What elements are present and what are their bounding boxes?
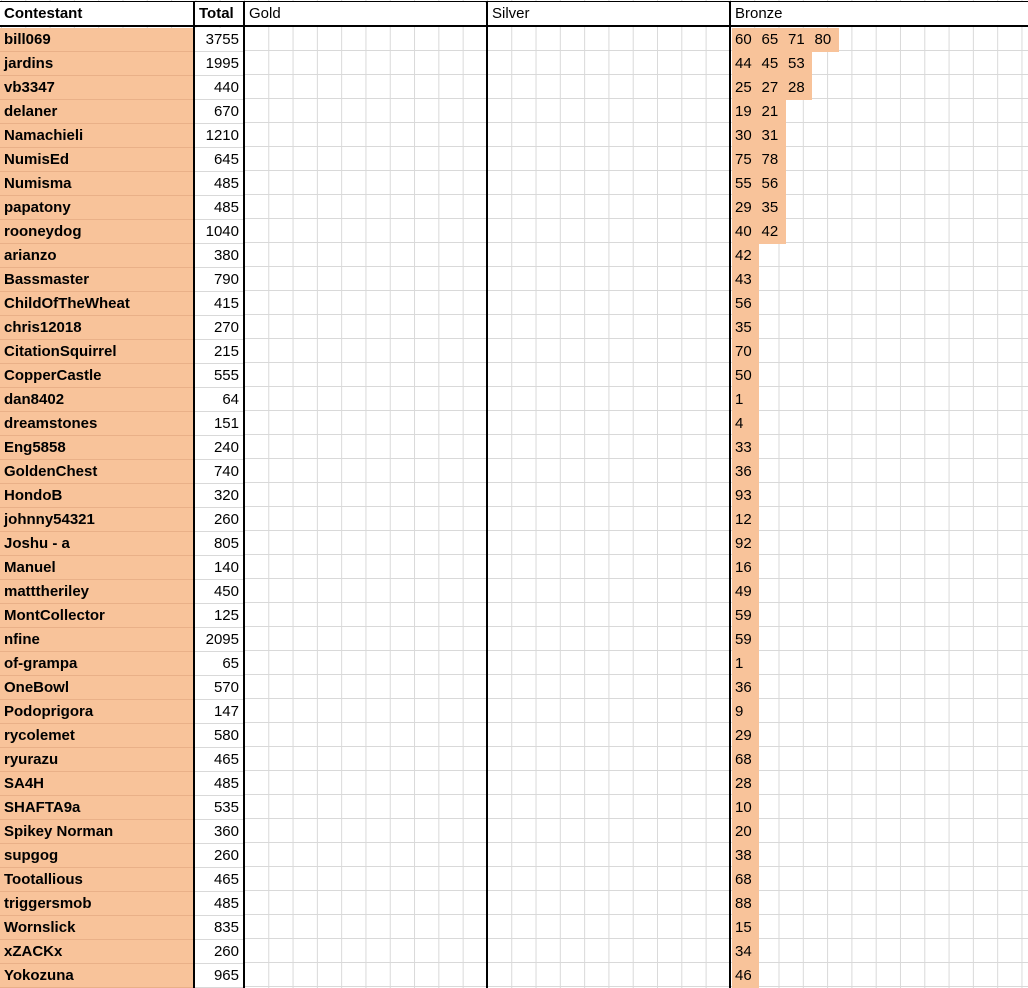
total-value[interactable]: 465 bbox=[195, 868, 243, 892]
total-value[interactable]: 535 bbox=[195, 796, 243, 820]
total-value[interactable]: 270 bbox=[195, 316, 243, 340]
contestant-name[interactable]: Joshu - a bbox=[0, 532, 195, 556]
total-value[interactable]: 570 bbox=[195, 676, 243, 700]
bronze-value[interactable]: 92 bbox=[732, 532, 759, 556]
bronze-value[interactable]: 59 bbox=[732, 628, 759, 652]
contestant-name[interactable]: rooneydog bbox=[0, 220, 195, 244]
bronze-value[interactable]: 10 bbox=[732, 796, 759, 820]
bronze-value[interactable]: 42 bbox=[732, 244, 759, 268]
contestant-name[interactable]: papatony bbox=[0, 196, 195, 220]
contestant-name[interactable]: MontCollector bbox=[0, 604, 195, 628]
contestant-name[interactable]: arianzo bbox=[0, 244, 195, 268]
bronze-value[interactable]: 36 bbox=[732, 676, 759, 700]
bronze-value[interactable]: 34 bbox=[732, 940, 759, 964]
total-value[interactable]: 260 bbox=[195, 940, 243, 964]
bronze-value[interactable]: 70 bbox=[732, 340, 759, 364]
bronze-value[interactable]: 46 bbox=[732, 964, 759, 988]
total-value[interactable]: 580 bbox=[195, 724, 243, 748]
contestant-name[interactable]: ChildOfTheWheat bbox=[0, 292, 195, 316]
total-value[interactable]: 555 bbox=[195, 364, 243, 388]
border-contestant-total bbox=[193, 2, 195, 988]
bronze-value[interactable]: 44 bbox=[732, 52, 759, 76]
border-silver-bronze bbox=[729, 2, 731, 988]
contestant-name[interactable]: triggersmob bbox=[0, 892, 195, 916]
bronze-value[interactable]: 1 bbox=[732, 652, 759, 676]
contestant-name[interactable]: Eng5858 bbox=[0, 436, 195, 460]
total-value[interactable]: 485 bbox=[195, 196, 243, 220]
total-value[interactable]: 415 bbox=[195, 292, 243, 316]
total-value[interactable]: 65 bbox=[195, 652, 243, 676]
bronze-value[interactable]: 20 bbox=[732, 820, 759, 844]
border-total-gold bbox=[243, 2, 245, 988]
bronze-value[interactable]: 55 bbox=[732, 172, 759, 196]
contestant-name[interactable]: Numisma bbox=[0, 172, 195, 196]
bronze-value[interactable]: 27 bbox=[759, 76, 786, 100]
total-value[interactable]: 215 bbox=[195, 340, 243, 364]
contestant-name[interactable]: HondoB bbox=[0, 484, 195, 508]
total-value[interactable]: 965 bbox=[195, 964, 243, 988]
total-value[interactable]: 645 bbox=[195, 148, 243, 172]
total-value[interactable]: 1210 bbox=[195, 124, 243, 148]
total-value[interactable]: 1995 bbox=[195, 52, 243, 76]
bronze-value[interactable]: 30 bbox=[732, 124, 759, 148]
bronze-value[interactable]: 45 bbox=[759, 52, 786, 76]
contestant-name[interactable]: dan8402 bbox=[0, 388, 195, 412]
bronze-value[interactable]: 29 bbox=[732, 196, 759, 220]
contestant-name[interactable]: xZACKx bbox=[0, 940, 195, 964]
bronze-value[interactable]: 53 bbox=[785, 52, 812, 76]
contestant-name[interactable]: Manuel bbox=[0, 556, 195, 580]
bronze-value[interactable]: 68 bbox=[732, 748, 759, 772]
total-value[interactable]: 151 bbox=[195, 412, 243, 436]
bronze-value[interactable]: 78 bbox=[759, 148, 786, 172]
total-value[interactable]: 240 bbox=[195, 436, 243, 460]
bronze-value[interactable]: 35 bbox=[732, 316, 759, 340]
header-silver[interactable]: Silver bbox=[488, 2, 728, 26]
contestant-name[interactable]: vb3347 bbox=[0, 76, 195, 100]
bronze-value[interactable]: 16 bbox=[732, 556, 759, 580]
contestant-name[interactable]: CitationSquirrel bbox=[0, 340, 195, 364]
bronze-value[interactable]: 60 bbox=[732, 28, 759, 52]
total-value[interactable]: 835 bbox=[195, 916, 243, 940]
total-value[interactable]: 64 bbox=[195, 388, 243, 412]
contestant-name[interactable]: delaner bbox=[0, 100, 195, 124]
bronze-value[interactable]: 9 bbox=[732, 700, 759, 724]
bronze-value[interactable]: 15 bbox=[732, 916, 759, 940]
border-gold-silver bbox=[486, 2, 488, 988]
bronze-value[interactable]: 28 bbox=[732, 772, 759, 796]
contestant-name[interactable]: ryurazu bbox=[0, 748, 195, 772]
header-total[interactable]: Total bbox=[195, 2, 243, 26]
bronze-value[interactable]: 38 bbox=[732, 844, 759, 868]
contestant-name[interactable]: SA4H bbox=[0, 772, 195, 796]
total-value[interactable]: 140 bbox=[195, 556, 243, 580]
bronze-value[interactable]: 36 bbox=[732, 460, 759, 484]
contestant-name[interactable]: rycolemet bbox=[0, 724, 195, 748]
total-value[interactable]: 485 bbox=[195, 772, 243, 796]
contestant-name[interactable]: Bassmaster bbox=[0, 268, 195, 292]
bronze-value[interactable]: 1 bbox=[732, 388, 759, 412]
bronze-value[interactable]: 56 bbox=[732, 292, 759, 316]
bronze-value[interactable]: 31 bbox=[759, 124, 786, 148]
contestant-name[interactable]: GoldenChest bbox=[0, 460, 195, 484]
total-value[interactable]: 320 bbox=[195, 484, 243, 508]
contestant-name[interactable]: NumisEd bbox=[0, 148, 195, 172]
bronze-value[interactable]: 65 bbox=[759, 28, 786, 52]
bronze-value[interactable]: 80 bbox=[812, 28, 839, 52]
contestant-name[interactable]: nfine bbox=[0, 628, 195, 652]
bronze-value[interactable]: 88 bbox=[732, 892, 759, 916]
contestant-name[interactable]: Tootallious bbox=[0, 868, 195, 892]
total-value[interactable]: 450 bbox=[195, 580, 243, 604]
bronze-value[interactable]: 50 bbox=[732, 364, 759, 388]
bronze-value[interactable]: 19 bbox=[732, 100, 759, 124]
bronze-value[interactable]: 21 bbox=[759, 100, 786, 124]
bronze-value[interactable]: 33 bbox=[732, 436, 759, 460]
bronze-value[interactable]: 4 bbox=[732, 412, 759, 436]
contestant-name[interactable]: Wornslick bbox=[0, 916, 195, 940]
bronze-value[interactable]: 29 bbox=[732, 724, 759, 748]
total-value[interactable]: 465 bbox=[195, 748, 243, 772]
contestant-name[interactable]: OneBowl bbox=[0, 676, 195, 700]
total-value[interactable]: 485 bbox=[195, 172, 243, 196]
contestant-name[interactable]: of-grampa bbox=[0, 652, 195, 676]
total-value[interactable]: 740 bbox=[195, 460, 243, 484]
header-bronze[interactable]: Bronze bbox=[731, 2, 1028, 26]
header-bottom-border bbox=[0, 25, 1028, 27]
total-value[interactable]: 670 bbox=[195, 100, 243, 124]
contestant-name[interactable]: dreamstones bbox=[0, 412, 195, 436]
total-value[interactable]: 380 bbox=[195, 244, 243, 268]
contestant-name[interactable]: SHAFTA9a bbox=[0, 796, 195, 820]
bronze-value[interactable]: 40 bbox=[732, 220, 759, 244]
bronze-value[interactable]: 75 bbox=[732, 148, 759, 172]
contestant-name[interactable]: Yokozuna bbox=[0, 964, 195, 988]
total-value[interactable]: 360 bbox=[195, 820, 243, 844]
bronze-value[interactable]: 59 bbox=[732, 604, 759, 628]
total-value[interactable]: 790 bbox=[195, 268, 243, 292]
bronze-value[interactable]: 43 bbox=[732, 268, 759, 292]
total-value[interactable]: 1040 bbox=[195, 220, 243, 244]
bronze-value[interactable]: 25 bbox=[732, 76, 759, 100]
total-value[interactable]: 485 bbox=[195, 892, 243, 916]
header-contestant[interactable]: Contestant bbox=[0, 2, 195, 26]
bronze-value[interactable]: 71 bbox=[785, 28, 812, 52]
contestant-name[interactable]: bill069 bbox=[0, 28, 195, 52]
bronze-value[interactable]: 12 bbox=[732, 508, 759, 532]
total-value[interactable]: 2095 bbox=[195, 628, 243, 652]
total-value[interactable]: 440 bbox=[195, 76, 243, 100]
bronze-value[interactable]: 28 bbox=[785, 76, 812, 100]
total-value[interactable]: 260 bbox=[195, 844, 243, 868]
total-value[interactable]: 260 bbox=[195, 508, 243, 532]
bronze-value[interactable]: 68 bbox=[732, 868, 759, 892]
contestant-name[interactable]: supgog bbox=[0, 844, 195, 868]
total-value[interactable]: 3755 bbox=[195, 28, 243, 52]
contestant-name[interactable]: Namachieli bbox=[0, 124, 195, 148]
bronze-value[interactable]: 35 bbox=[759, 196, 786, 220]
header-gold[interactable]: Gold bbox=[245, 2, 485, 26]
total-value[interactable]: 125 bbox=[195, 604, 243, 628]
total-value[interactable]: 805 bbox=[195, 532, 243, 556]
bronze-value[interactable]: 49 bbox=[732, 580, 759, 604]
total-value[interactable]: 147 bbox=[195, 700, 243, 724]
bronze-value[interactable]: 56 bbox=[759, 172, 786, 196]
contestant-name[interactable]: matttheriley bbox=[0, 580, 195, 604]
contestant-name[interactable]: jardins bbox=[0, 52, 195, 76]
bronze-value[interactable]: 93 bbox=[732, 484, 759, 508]
contestant-name[interactable]: chris12018 bbox=[0, 316, 195, 340]
bronze-value[interactable]: 42 bbox=[759, 220, 786, 244]
contestant-name[interactable]: Podoprigora bbox=[0, 700, 195, 724]
contestant-name[interactable]: CopperCastle bbox=[0, 364, 195, 388]
contestant-name[interactable]: Spikey Norman bbox=[0, 820, 195, 844]
contestant-name[interactable]: johnny54321 bbox=[0, 508, 195, 532]
